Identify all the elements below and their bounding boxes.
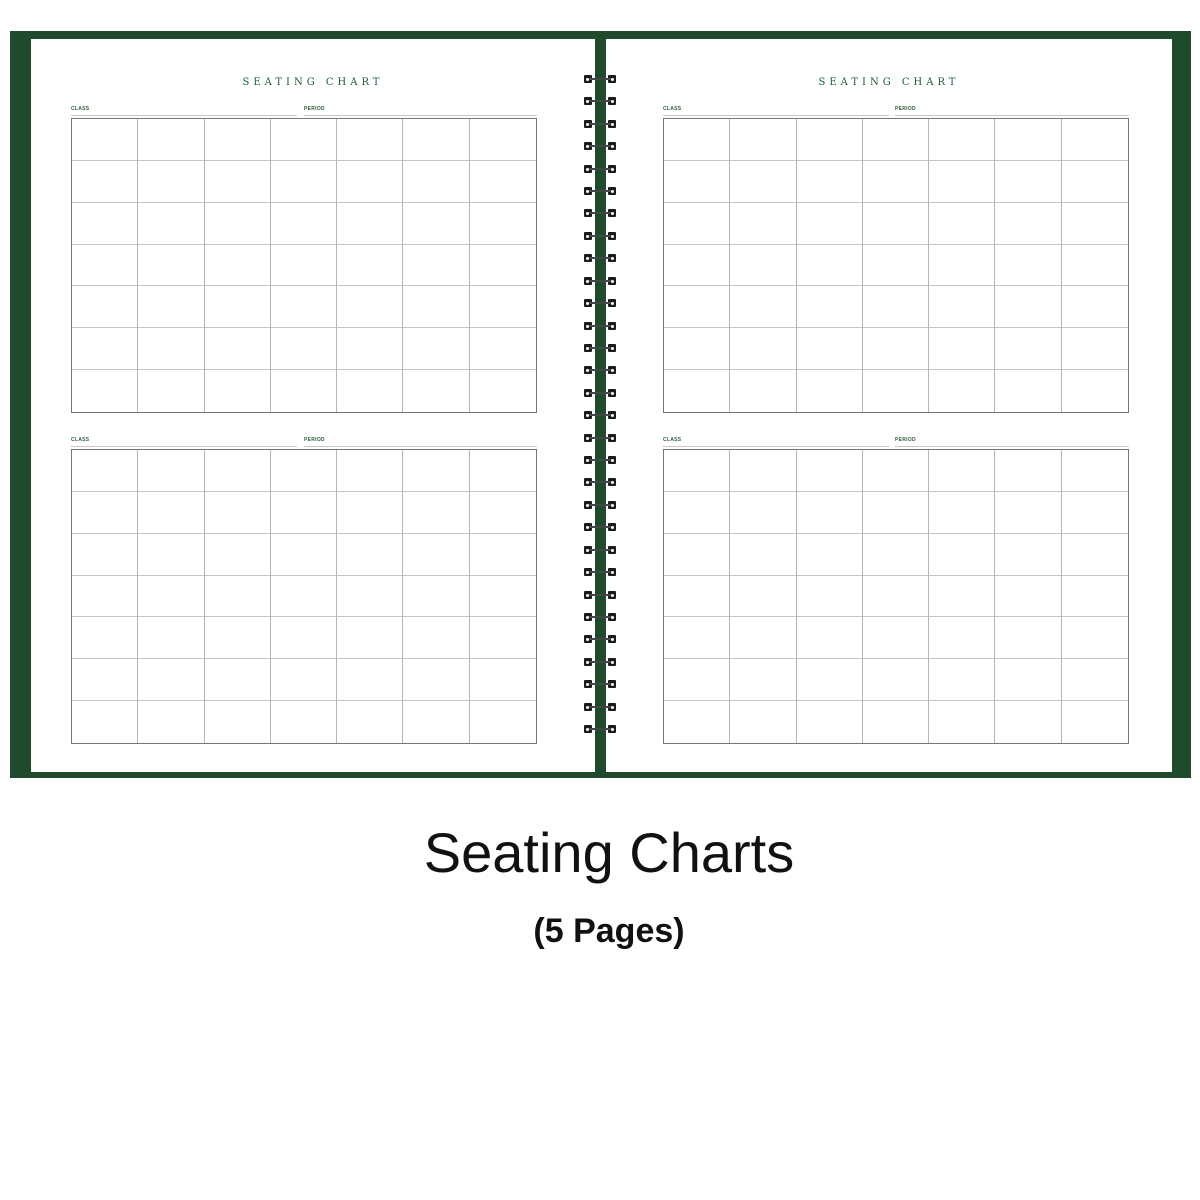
- binding-ring: [582, 680, 620, 688]
- right-page: [606, 39, 1172, 772]
- seat-cell[interactable]: [863, 328, 929, 370]
- seat-cell[interactable]: [138, 576, 204, 618]
- seat-cell[interactable]: [730, 617, 796, 659]
- seat-cell[interactable]: [863, 119, 929, 161]
- binding-ring: [582, 725, 620, 733]
- seat-cell[interactable]: [797, 286, 863, 328]
- class-label: CLASS: [71, 437, 90, 443]
- period-field[interactable]: [895, 436, 1129, 447]
- seat-cell[interactable]: [995, 576, 1061, 618]
- binding-ring: [582, 478, 620, 486]
- class-field[interactable]: [71, 436, 297, 447]
- seat-cell[interactable]: [863, 659, 929, 701]
- seat-cell[interactable]: [664, 659, 730, 701]
- seat-cell[interactable]: [797, 576, 863, 618]
- seat-cell[interactable]: [403, 534, 469, 576]
- period-field[interactable]: [304, 105, 537, 116]
- seat-cell[interactable]: [863, 617, 929, 659]
- seating-grid: [71, 118, 537, 413]
- binding-ring: [582, 501, 620, 509]
- seat-cell[interactable]: [271, 450, 337, 492]
- seat-cell[interactable]: [797, 701, 863, 743]
- seat-cell[interactable]: [730, 203, 796, 245]
- binding-ring: [582, 165, 620, 173]
- seat-cell[interactable]: [995, 492, 1061, 534]
- seat-cell[interactable]: [470, 701, 536, 743]
- page-title: SEATING CHART: [818, 77, 960, 88]
- seat-cell[interactable]: [995, 534, 1061, 576]
- seat-cell[interactable]: [929, 701, 995, 743]
- seat-cell[interactable]: [138, 203, 204, 245]
- seat-cell[interactable]: [72, 701, 138, 743]
- seat-cell[interactable]: [470, 245, 536, 287]
- seat-cell[interactable]: [797, 161, 863, 203]
- binding-ring: [582, 411, 620, 419]
- seat-cell[interactable]: [797, 659, 863, 701]
- seat-cell[interactable]: [72, 370, 138, 412]
- seat-cell[interactable]: [72, 659, 138, 701]
- seat-cell[interactable]: [205, 119, 271, 161]
- seat-cell[interactable]: [1062, 534, 1128, 576]
- seating-grid: [663, 118, 1129, 413]
- binding-ring: [582, 635, 620, 643]
- seat-cell[interactable]: [929, 617, 995, 659]
- binding-ring: [582, 254, 620, 262]
- period-label: PERIOD: [304, 437, 325, 443]
- seat-cell[interactable]: [72, 492, 138, 534]
- binding-ring: [582, 613, 620, 621]
- seat-cell[interactable]: [664, 286, 730, 328]
- seat-cell[interactable]: [271, 370, 337, 412]
- seat-cell[interactable]: [271, 119, 337, 161]
- binding-ring: [582, 389, 620, 397]
- seating-grid: [663, 449, 1129, 744]
- seat-cell[interactable]: [470, 576, 536, 618]
- binding-ring: [582, 75, 620, 83]
- seat-cell[interactable]: [664, 161, 730, 203]
- seat-cell[interactable]: [730, 701, 796, 743]
- binding-ring: [582, 434, 620, 442]
- seat-cell[interactable]: [1062, 328, 1128, 370]
- seat-cell[interactable]: [337, 328, 403, 370]
- seat-cell[interactable]: [205, 245, 271, 287]
- seat-cell[interactable]: [1062, 576, 1128, 618]
- seat-cell[interactable]: [403, 492, 469, 534]
- seat-cell[interactable]: [664, 534, 730, 576]
- seat-cell[interactable]: [271, 492, 337, 534]
- seat-cell[interactable]: [797, 450, 863, 492]
- seat-cell[interactable]: [470, 370, 536, 412]
- binding-ring: [582, 209, 620, 217]
- seat-cell[interactable]: [1062, 659, 1128, 701]
- seat-cell[interactable]: [863, 203, 929, 245]
- seat-cell[interactable]: [730, 576, 796, 618]
- seat-cell[interactable]: [403, 450, 469, 492]
- seat-cell[interactable]: [271, 328, 337, 370]
- class-field[interactable]: [663, 105, 889, 116]
- seat-cell[interactable]: [205, 576, 271, 618]
- seat-cell[interactable]: [138, 617, 204, 659]
- seat-cell[interactable]: [403, 617, 469, 659]
- binding-ring: [582, 344, 620, 352]
- seat-cell[interactable]: [995, 450, 1061, 492]
- binding-ring: [582, 322, 620, 330]
- seat-cell[interactable]: [664, 245, 730, 287]
- seat-cell[interactable]: [470, 203, 536, 245]
- seat-cell[interactable]: [664, 450, 730, 492]
- seating-grid: [71, 449, 537, 744]
- seat-cell[interactable]: [72, 119, 138, 161]
- seat-cell[interactable]: [205, 534, 271, 576]
- binding-ring: [582, 142, 620, 150]
- seat-cell[interactable]: [730, 245, 796, 287]
- seat-cell[interactable]: [863, 370, 929, 412]
- seat-cell[interactable]: [337, 701, 403, 743]
- page-title: SEATING CHART: [242, 77, 384, 88]
- seat-cell[interactable]: [664, 492, 730, 534]
- seat-cell[interactable]: [470, 286, 536, 328]
- seat-cell[interactable]: [664, 203, 730, 245]
- seat-cell[interactable]: [797, 245, 863, 287]
- seat-cell[interactable]: [205, 328, 271, 370]
- seat-cell[interactable]: [271, 659, 337, 701]
- seat-cell[interactable]: [797, 119, 863, 161]
- binding-ring: [582, 232, 620, 240]
- seat-cell[interactable]: [403, 245, 469, 287]
- seat-cell[interactable]: [72, 161, 138, 203]
- seat-cell[interactable]: [138, 161, 204, 203]
- seat-cell[interactable]: [929, 328, 995, 370]
- seat-cell[interactable]: [929, 576, 995, 618]
- seat-cell[interactable]: [403, 328, 469, 370]
- seat-cell[interactable]: [929, 534, 995, 576]
- seat-cell[interactable]: [403, 286, 469, 328]
- seat-cell[interactable]: [72, 286, 138, 328]
- seat-cell[interactable]: [403, 576, 469, 618]
- seat-cell[interactable]: [337, 119, 403, 161]
- seat-cell[interactable]: [730, 534, 796, 576]
- seat-cell[interactable]: [337, 450, 403, 492]
- seat-cell[interactable]: [730, 161, 796, 203]
- seat-cell[interactable]: [337, 534, 403, 576]
- seat-cell[interactable]: [470, 450, 536, 492]
- seat-cell[interactable]: [337, 492, 403, 534]
- seat-cell[interactable]: [271, 203, 337, 245]
- period-field[interactable]: [895, 105, 1129, 116]
- seat-cell[interactable]: [995, 328, 1061, 370]
- binding-ring: [582, 299, 620, 307]
- seat-cell[interactable]: [470, 492, 536, 534]
- seat-cell[interactable]: [1062, 203, 1128, 245]
- seat-cell[interactable]: [664, 119, 730, 161]
- binding-ring: [582, 277, 620, 285]
- seat-cell[interactable]: [138, 245, 204, 287]
- seat-cell[interactable]: [863, 286, 929, 328]
- seat-cell[interactable]: [664, 576, 730, 618]
- class-label: CLASS: [71, 106, 90, 112]
- binding-ring: [582, 456, 620, 464]
- seat-cell[interactable]: [995, 617, 1061, 659]
- seat-cell[interactable]: [1062, 119, 1128, 161]
- seat-cell[interactable]: [863, 492, 929, 534]
- seat-cell[interactable]: [403, 161, 469, 203]
- seat-cell[interactable]: [205, 701, 271, 743]
- seat-cell[interactable]: [470, 328, 536, 370]
- seat-cell[interactable]: [995, 161, 1061, 203]
- seat-cell[interactable]: [730, 286, 796, 328]
- seat-cell[interactable]: [995, 370, 1061, 412]
- seat-cell[interactable]: [138, 119, 204, 161]
- seat-cell[interactable]: [730, 328, 796, 370]
- seat-cell[interactable]: [929, 119, 995, 161]
- seat-cell[interactable]: [1062, 370, 1128, 412]
- seat-cell[interactable]: [863, 450, 929, 492]
- seat-cell[interactable]: [995, 203, 1061, 245]
- seat-cell[interactable]: [797, 370, 863, 412]
- seat-cell[interactable]: [664, 328, 730, 370]
- seat-cell[interactable]: [205, 450, 271, 492]
- period-label: PERIOD: [304, 106, 325, 112]
- seat-cell[interactable]: [72, 534, 138, 576]
- seat-cell[interactable]: [271, 617, 337, 659]
- seat-cell[interactable]: [337, 161, 403, 203]
- seat-cell[interactable]: [205, 659, 271, 701]
- seat-cell[interactable]: [271, 245, 337, 287]
- seat-cell[interactable]: [271, 161, 337, 203]
- seat-cell[interactable]: [403, 659, 469, 701]
- binding-ring: [582, 568, 620, 576]
- seat-cell[interactable]: [403, 370, 469, 412]
- seat-cell[interactable]: [863, 576, 929, 618]
- seat-cell[interactable]: [138, 370, 204, 412]
- seat-cell[interactable]: [929, 245, 995, 287]
- seat-cell[interactable]: [337, 370, 403, 412]
- seat-cell[interactable]: [1062, 492, 1128, 534]
- seat-cell[interactable]: [205, 286, 271, 328]
- seat-cell[interactable]: [337, 245, 403, 287]
- binding-ring: [582, 523, 620, 531]
- class-label: CLASS: [663, 437, 682, 443]
- seat-cell[interactable]: [730, 119, 796, 161]
- seat-cell[interactable]: [929, 659, 995, 701]
- seat-cell[interactable]: [863, 161, 929, 203]
- seat-cell[interactable]: [337, 576, 403, 618]
- seat-cell[interactable]: [797, 328, 863, 370]
- seat-cell[interactable]: [1062, 701, 1128, 743]
- seat-cell[interactable]: [271, 701, 337, 743]
- period-field[interactable]: [304, 436, 537, 447]
- seat-cell[interactable]: [205, 161, 271, 203]
- seat-cell[interactable]: [863, 701, 929, 743]
- seat-cell[interactable]: [730, 450, 796, 492]
- seat-cell[interactable]: [72, 617, 138, 659]
- seat-cell[interactable]: [470, 119, 536, 161]
- seat-cell[interactable]: [664, 370, 730, 412]
- seat-cell[interactable]: [271, 286, 337, 328]
- seat-cell[interactable]: [337, 659, 403, 701]
- seat-cell[interactable]: [337, 203, 403, 245]
- seat-cell[interactable]: [470, 659, 536, 701]
- caption-subtitle: (5 Pages): [533, 912, 685, 950]
- seat-cell[interactable]: [138, 450, 204, 492]
- seat-cell[interactable]: [1062, 161, 1128, 203]
- seat-cell[interactable]: [863, 245, 929, 287]
- seat-cell[interactable]: [995, 701, 1061, 743]
- seat-cell[interactable]: [995, 245, 1061, 287]
- seat-cell[interactable]: [995, 286, 1061, 328]
- left-page: [31, 39, 595, 772]
- seat-cell[interactable]: [797, 492, 863, 534]
- seat-cell[interactable]: [470, 161, 536, 203]
- binding-ring: [582, 187, 620, 195]
- seat-cell[interactable]: [138, 701, 204, 743]
- seat-cell[interactable]: [403, 119, 469, 161]
- seat-cell[interactable]: [72, 328, 138, 370]
- seat-cell[interactable]: [470, 534, 536, 576]
- seat-cell[interactable]: [929, 492, 995, 534]
- period-label: PERIOD: [895, 106, 916, 112]
- period-label: PERIOD: [895, 437, 916, 443]
- seat-cell[interactable]: [205, 492, 271, 534]
- seat-cell[interactable]: [271, 534, 337, 576]
- seat-cell[interactable]: [72, 576, 138, 618]
- seat-cell[interactable]: [929, 370, 995, 412]
- seat-cell[interactable]: [138, 328, 204, 370]
- seat-cell[interactable]: [797, 534, 863, 576]
- seat-cell[interactable]: [205, 203, 271, 245]
- caption-title: Seating Charts: [423, 821, 795, 884]
- seat-cell[interactable]: [797, 617, 863, 659]
- seat-cell[interactable]: [730, 492, 796, 534]
- binding-ring: [582, 658, 620, 666]
- seat-cell[interactable]: [72, 450, 138, 492]
- binding-ring: [582, 591, 620, 599]
- seat-cell[interactable]: [863, 534, 929, 576]
- binding-ring: [582, 546, 620, 554]
- seat-cell[interactable]: [995, 659, 1061, 701]
- binding-ring: [582, 97, 620, 105]
- seat-cell[interactable]: [1062, 286, 1128, 328]
- class-field[interactable]: [71, 105, 297, 116]
- seat-cell[interactable]: [1062, 617, 1128, 659]
- seat-cell[interactable]: [730, 659, 796, 701]
- class-label: CLASS: [663, 106, 682, 112]
- seat-cell[interactable]: [929, 450, 995, 492]
- seat-cell[interactable]: [929, 161, 995, 203]
- seat-cell[interactable]: [995, 119, 1061, 161]
- seat-cell[interactable]: [403, 203, 469, 245]
- seat-cell[interactable]: [138, 286, 204, 328]
- seat-cell[interactable]: [470, 617, 536, 659]
- seat-cell[interactable]: [138, 659, 204, 701]
- seat-cell[interactable]: [1062, 245, 1128, 287]
- seat-cell[interactable]: [797, 203, 863, 245]
- seat-cell[interactable]: [337, 286, 403, 328]
- seat-cell[interactable]: [205, 617, 271, 659]
- class-field[interactable]: [663, 436, 889, 447]
- seat-cell[interactable]: [929, 203, 995, 245]
- seat-cell[interactable]: [138, 534, 204, 576]
- binding-ring: [582, 366, 620, 374]
- binding-ring: [582, 703, 620, 711]
- seat-cell[interactable]: [664, 701, 730, 743]
- seat-cell[interactable]: [72, 203, 138, 245]
- seat-cell[interactable]: [337, 617, 403, 659]
- seat-cell[interactable]: [138, 492, 204, 534]
- seat-cell[interactable]: [205, 370, 271, 412]
- seat-cell[interactable]: [403, 701, 469, 743]
- spiral-binding: [582, 75, 622, 735]
- seat-cell[interactable]: [271, 576, 337, 618]
- seat-cell[interactable]: [664, 617, 730, 659]
- seat-cell[interactable]: [1062, 450, 1128, 492]
- seat-cell[interactable]: [72, 245, 138, 287]
- seat-cell[interactable]: [929, 286, 995, 328]
- binding-ring: [582, 120, 620, 128]
- seat-cell[interactable]: [730, 370, 796, 412]
